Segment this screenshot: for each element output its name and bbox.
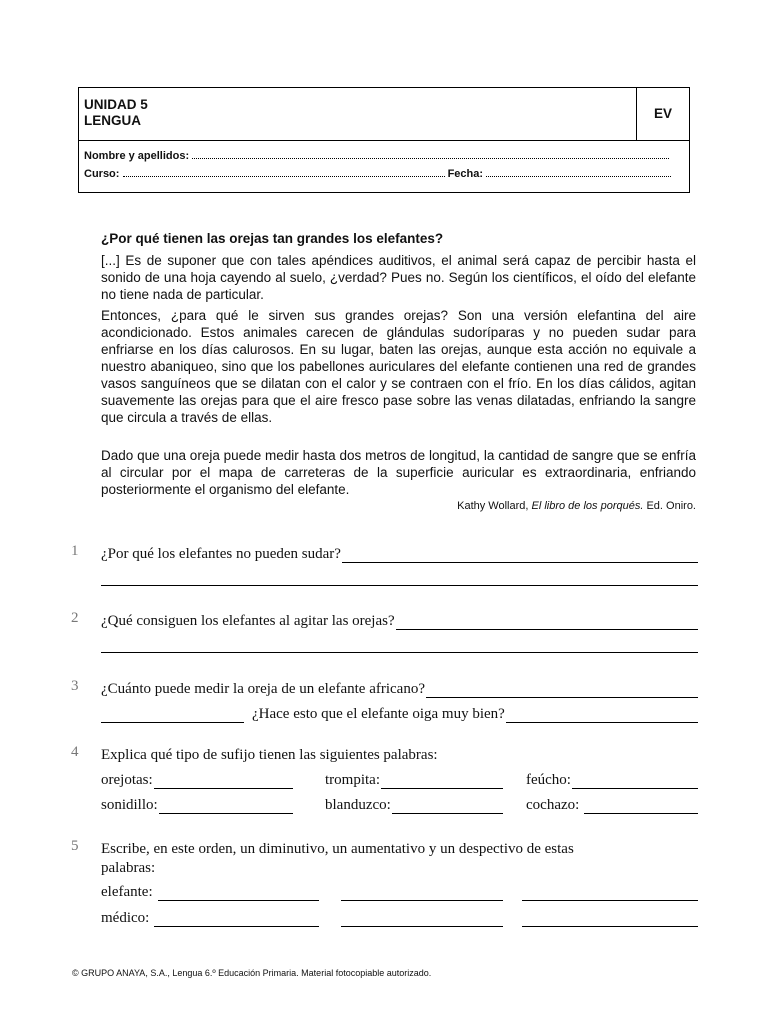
ev-code: EV	[653, 106, 672, 121]
answer-line[interactable]	[159, 798, 293, 814]
name-field[interactable]	[84, 149, 669, 162]
question-row	[101, 678, 698, 698]
word-label: sonidillo:	[101, 797, 158, 813]
word-item	[101, 794, 293, 814]
question-4	[71, 744, 698, 819]
word-item	[101, 907, 319, 927]
answer-line[interactable]	[584, 798, 698, 814]
name-dotted-line[interactable]	[192, 149, 669, 159]
question-text-2: ¿Hace esto que el elefante oiga muy bien?	[252, 706, 505, 722]
question-2	[71, 610, 698, 655]
word-label: feúcho:	[526, 772, 571, 788]
answer-line[interactable]	[341, 885, 503, 901]
course-dotted-line[interactable]	[123, 167, 445, 177]
question-1	[71, 543, 698, 588]
answer-line[interactable]	[154, 773, 293, 789]
reading-paragraph-2: Entonces, ¿para qué le sirven sus grandes orejas? Son una versión elefantina del aire acondicionado. Estos animales carecen de glándulas sudoríparas y no pueden sudar para enfriarse en los días calurosos. En su lugar, baten las orejas, aunque esta acción no equivale a nuestro abaniqueo, sino que los pabellones auriculares del elefante contienen una red de grandes vasos sanguíneos que se dilatan con el calor y se contraen con el frío. En los días cálidos, agitan suavemente las orejas para que el aire fresco pase sobre las venas dilatadas, enfriando la sangre que circula a través de ellas.	[101, 308, 696, 425]
question-row	[101, 543, 698, 563]
word-item	[325, 794, 503, 814]
word-item	[526, 769, 698, 789]
reading-paragraph-1: [...] Es de suponer que con tales apéndices auditivos, el animal será capaz de percibir hasta el sonido de una hoja cayendo al suelo, ¿verdad? Pues no. Según los científicos, el oído del elefante no tiene nada de particular.	[101, 253, 696, 302]
word-label: elefante:	[101, 884, 153, 900]
question-number: 2	[71, 610, 79, 626]
answer-line[interactable]	[101, 707, 244, 723]
answer-line[interactable]	[396, 614, 698, 630]
header-box	[78, 87, 690, 193]
date-dotted-line[interactable]	[486, 167, 671, 177]
answer-slot	[522, 907, 698, 927]
date-label: Fecha:	[447, 168, 484, 180]
reading-credit	[457, 500, 696, 512]
word-label: cochazo:	[526, 797, 580, 813]
answer-line[interactable]	[101, 651, 698, 653]
question-text: Escribe, en este orden, un diminutivo, un aumentativo y un despectivo de estas	[101, 841, 574, 857]
question-number: 3	[71, 678, 79, 694]
question-row-2	[101, 703, 698, 723]
answer-line[interactable]	[341, 911, 503, 927]
answer-line[interactable]	[392, 798, 503, 814]
credit-publisher: Ed. Oniro.	[646, 500, 696, 512]
header-top	[79, 88, 689, 141]
answer-line[interactable]	[522, 911, 698, 927]
question-row-2	[101, 857, 698, 877]
word-label: blanduzco:	[325, 797, 391, 813]
unit-title	[84, 97, 148, 129]
question-number: 5	[71, 838, 79, 854]
answer-line[interactable]	[381, 773, 503, 789]
answer-line[interactable]	[506, 707, 698, 723]
answer-line[interactable]	[572, 773, 698, 789]
subject-label: LENGUA	[84, 113, 141, 128]
footer-copyright: © GRUPO ANAYA, S.A., Lengua 6.º Educación Primaria. Material fotocopiable autorizado.	[72, 968, 432, 978]
answer-line[interactable]	[158, 885, 319, 901]
course-date-field[interactable]	[84, 167, 671, 180]
question-5	[71, 838, 698, 933]
answer-line[interactable]	[426, 682, 698, 698]
word-item	[325, 769, 503, 789]
answer-slot	[341, 881, 503, 901]
answer-line[interactable]	[101, 584, 698, 586]
question-row	[101, 610, 698, 630]
question-text: ¿Qué consiguen los elefantes al agitar las orejas?	[101, 613, 395, 629]
answer-line[interactable]	[522, 885, 698, 901]
name-label: Nombre y apellidos:	[84, 150, 190, 162]
word-item	[526, 794, 698, 814]
question-row	[101, 838, 698, 858]
question-row	[101, 744, 698, 764]
word-item	[101, 881, 319, 901]
word-item	[101, 769, 293, 789]
answer-line[interactable]	[154, 911, 319, 927]
reading-paragraph-3: Dado que una oreja puede medir hasta dos metros de longitud, la cantidad de sangre que se enfría al circular por el mapa de carreteras de la superficie auricular es extraordinaria, enfriando posteriormente el organismo del elefante.	[101, 448, 696, 497]
word-label: médico:	[101, 910, 150, 926]
question-text: ¿Cuánto puede medir la oreja de un elefante africano?	[101, 681, 426, 697]
unit-label: UNIDAD 5	[84, 97, 148, 112]
answer-line[interactable]	[342, 547, 698, 563]
question-text-2: palabras:	[101, 860, 156, 876]
answer-slot	[341, 907, 503, 927]
answer-slot	[522, 881, 698, 901]
word-label: orejotas:	[101, 772, 153, 788]
question-3	[71, 678, 698, 723]
question-text: Explica qué tipo de sufijo tienen las siguientes palabras:	[101, 747, 438, 763]
course-label: Curso:	[84, 168, 120, 180]
credit-book: El libro de los porqués.	[531, 500, 644, 512]
word-label: trompita:	[325, 772, 380, 788]
question-number: 4	[71, 744, 79, 760]
question-number: 1	[71, 543, 79, 559]
credit-author: Kathy Wollard,	[457, 500, 529, 512]
ev-cell	[636, 88, 689, 140]
reading-title: ¿Por qué tienen las orejas tan grandes los elefantes?	[101, 231, 444, 246]
question-text: ¿Por qué los elefantes no pueden sudar?	[101, 546, 341, 562]
